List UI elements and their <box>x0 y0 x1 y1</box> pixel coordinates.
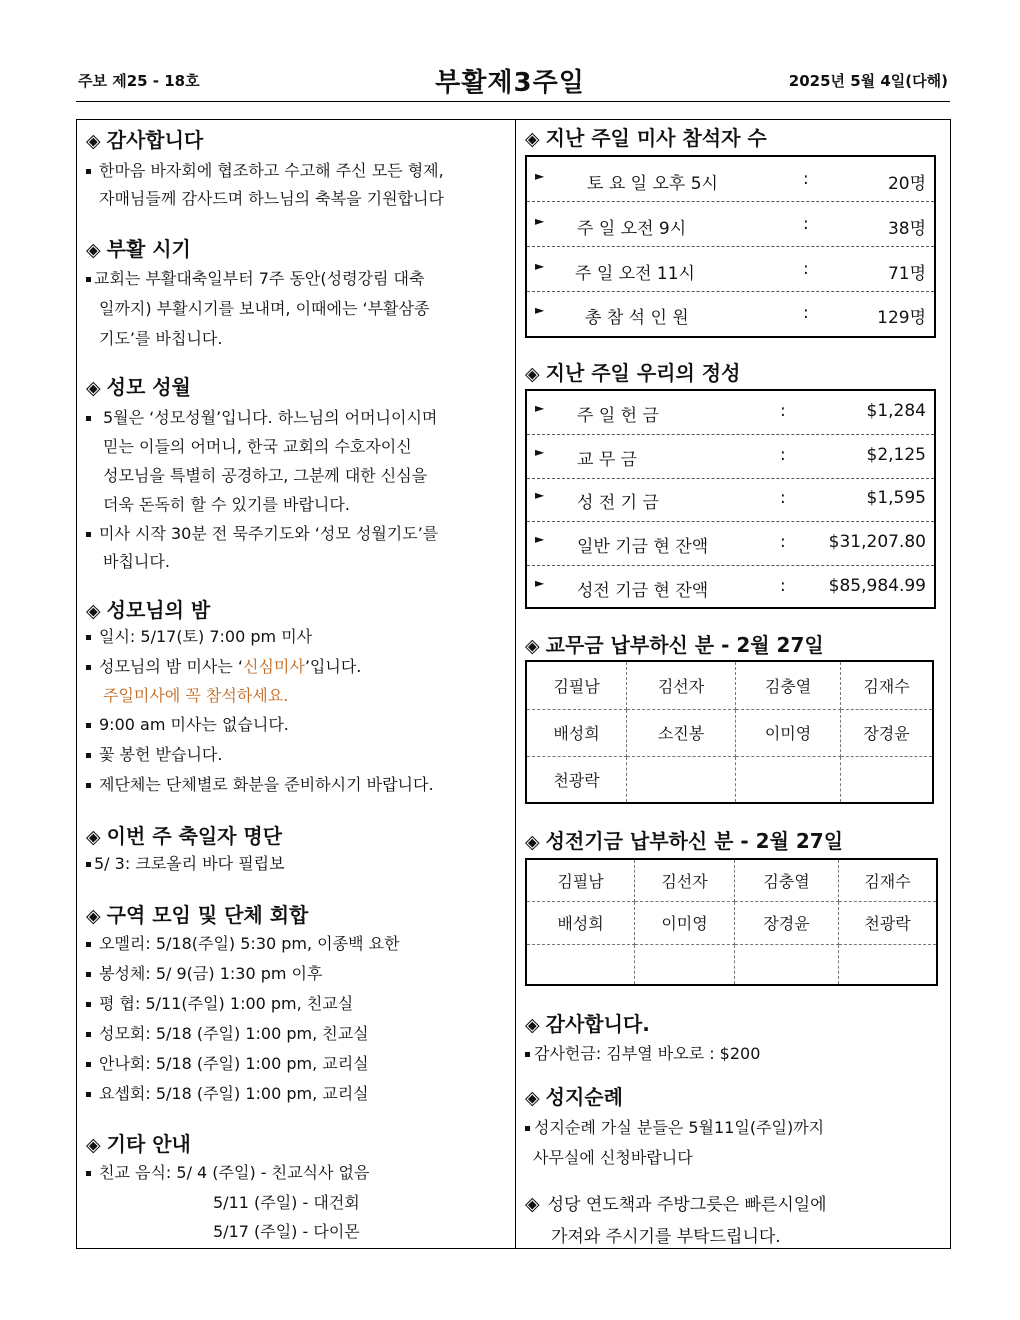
table-cell <box>627 756 736 803</box>
list-item-cont: 일까지) 부활시기를 보내며, 이때에는 ‘부활삼종 <box>99 299 430 318</box>
list-item: 미사 시작 30분 전 묵주기도와 ‘성모 성월기도’를 <box>86 521 438 544</box>
list-item: 교회는 부활대축일부터 7주 동안(성령강림 대축 <box>86 266 424 289</box>
list-item: 한마음 바자회에 협조하고 수고해 주신 모든 형제, <box>86 158 444 181</box>
section-title-pilgrimage: ◈ 성지순례 <box>525 1085 623 1109</box>
bullet-icon <box>86 416 91 421</box>
diamond-icon: ◈ <box>86 130 101 152</box>
diamond-icon: ◈ <box>86 377 101 399</box>
notice-line-cont: 가져와 주시기를 부탁드립니다. <box>551 1227 781 1247</box>
attendance-box: ► 토 요 일 오후 5시 : 20명 ► 주 일 오전 9시 : 38명 ► 주 일 오전 11시 : 71명 ► 총 참 석 인 원 : 129명 <box>525 155 936 338</box>
bullet-icon <box>86 862 91 867</box>
table-cell: 이미영 <box>736 709 841 756</box>
list-item: 제단체는 단체별로 화분을 준비하시기 바랍니다. <box>86 772 434 795</box>
list-item: 안나회: 5/18 (주일) 1:00 pm, 교리실 <box>86 1051 369 1074</box>
bullet-icon <box>86 753 91 758</box>
bullet-icon <box>86 532 91 537</box>
bullet-icon <box>525 1052 530 1057</box>
arrow-icon: ► <box>535 401 545 415</box>
table-cell <box>839 944 938 985</box>
arrow-icon: ► <box>535 169 545 183</box>
section-title-meetings: ◈ 구역 모임 및 단체 회합 <box>86 903 309 927</box>
list-item: 평 협: 5/11(주일) 1:00 pm, 친교실 <box>86 991 353 1014</box>
section-title-offering: ◈ 지난 주일 우리의 정성 <box>525 361 741 385</box>
bullet-icon <box>86 169 91 174</box>
section-title-easter: ◈ 부활 시기 <box>86 237 191 261</box>
diamond-icon: ◈ <box>86 1134 101 1156</box>
table-cell: 천광락 <box>526 756 627 803</box>
table-cell: 소진봉 <box>627 709 736 756</box>
bullet-icon <box>525 1126 530 1131</box>
table-cell: 김충열 <box>735 859 839 901</box>
diamond-icon: ◈ <box>525 831 540 853</box>
list-item: 성모님의 밤 미사는 ‘신심미사’입니다. <box>86 654 361 677</box>
table-cell <box>736 756 841 803</box>
dues-table <box>525 660 934 804</box>
list-item-cont: 믿는 이들의 어머니, 한국 교회의 수호자이신 <box>103 437 412 456</box>
table-cell <box>735 944 839 985</box>
table-cell: 김필남 <box>526 859 635 901</box>
list-item: 오멜리: 5/18(주일) 5:30 pm, 이종백 요한 <box>86 931 400 954</box>
table-cell: 김필남 <box>526 661 627 709</box>
arrow-icon: ► <box>535 445 545 459</box>
list-item: 일시: 5/17(토) 7:00 pm 미사 <box>86 624 312 647</box>
list-item-cont: 성모님을 특별히 공경하고, 그분께 대한 신심을 <box>103 466 428 485</box>
list-item-cont: 자매님들께 감사드며 하느님의 축복을 기원합니다 <box>99 189 444 208</box>
section-title-etc: ◈ 기타 안내 <box>86 1132 191 1156</box>
bullet-icon <box>86 942 91 947</box>
list-item-cont: 사무실에 신청바랍니다 <box>533 1148 693 1167</box>
section-title-thanks2: ◈ 감사합니다. <box>525 1012 650 1036</box>
diamond-icon: ◈ <box>525 363 540 385</box>
list-item: 꽃 봉헌 받습니다. <box>86 742 222 765</box>
issue-number: 주보 제25 - 18호 <box>78 72 200 90</box>
section-title-attendance: ◈ 지난 주일 미사 참석자 수 <box>525 126 767 150</box>
diamond-icon: ◈ <box>86 826 101 848</box>
diamond-icon: ◈ <box>525 128 540 150</box>
arrow-icon: ► <box>535 259 545 273</box>
bullet-icon <box>86 277 91 282</box>
table-cell: 장경윤 <box>735 901 839 944</box>
notice-line: ◈ 성당 연도책과 주방그릇은 빠른시일에 <box>525 1193 827 1215</box>
section-title-mary-night: ◈ 성모님의 밤 <box>86 598 211 622</box>
table-cell <box>841 756 934 803</box>
bullet-icon <box>86 665 91 670</box>
table-cell <box>635 944 735 985</box>
page-title: 부활제3주일 <box>435 68 585 98</box>
arrow-icon: ► <box>535 488 545 502</box>
arrow-icon: ► <box>535 532 545 546</box>
list-item: 봉성체: 5/ 9(금) 1:30 pm 이후 <box>86 961 322 984</box>
diamond-icon: ◈ <box>86 600 101 622</box>
diamond-icon: ◈ <box>525 1014 540 1036</box>
bullet-icon <box>86 1171 91 1176</box>
section-title-thanks: ◈ 감사합니다 <box>86 128 204 152</box>
bullet-icon <box>86 972 91 977</box>
section-title-dues: ◈ 교무금 납부하신 분 - 2월 27일 <box>525 633 824 657</box>
table-cell: 김선자 <box>627 661 736 709</box>
section-title-feast: ◈ 이번 주 축일자 명단 <box>86 824 283 848</box>
list-item: 성모회: 5/18 (주일) 1:00 pm, 친교실 <box>86 1021 369 1044</box>
table-cell: 장경윤 <box>841 709 934 756</box>
table-cell: 천광락 <box>839 901 938 944</box>
arrow-icon: ► <box>535 214 545 228</box>
bullet-icon <box>86 1032 91 1037</box>
diamond-icon: ◈ <box>86 239 101 261</box>
list-item: 5월은 ‘성모성월’입니다. 하느님의 어머니이시며 <box>86 405 437 428</box>
column-divider <box>515 119 516 1249</box>
list-item-cont: 기도’를 바칩니다. <box>99 329 223 348</box>
list-item: 성지순례 가실 분들은 5월11일(주일)까지 <box>525 1115 824 1138</box>
list-item-cont: 주일미사에 꼭 참석하세요. <box>103 686 289 705</box>
bullet-icon <box>86 723 91 728</box>
bullet-icon <box>86 1002 91 1007</box>
diamond-icon: ◈ <box>525 635 540 657</box>
list-item-cont: 바칩니다. <box>103 552 170 571</box>
issue-date: 2025년 5월 4일(다해) <box>788 72 948 90</box>
table-cell: 이미영 <box>635 901 735 944</box>
arrow-icon: ► <box>535 303 545 317</box>
table-cell: 배성희 <box>526 901 635 944</box>
bullet-icon <box>86 783 91 788</box>
diamond-icon: ◈ <box>525 1193 540 1215</box>
diamond-icon: ◈ <box>525 1087 540 1109</box>
table-cell: 배성희 <box>526 709 627 756</box>
bullet-icon <box>86 1092 91 1097</box>
list-item: 9:00 am 미사는 없습니다. <box>86 712 289 735</box>
list-item: 친교 음식: 5/ 4 (주일) - 친교식사 없음 <box>86 1160 369 1183</box>
table-cell: 김선자 <box>635 859 735 901</box>
diamond-icon: ◈ <box>86 905 101 927</box>
bullet-icon <box>86 635 91 640</box>
bullet-icon <box>86 1062 91 1067</box>
list-item: 감사헌금: 김부열 바오로 : $200 <box>525 1041 760 1064</box>
list-item: 요셉회: 5/18 (주일) 1:00 pm, 교리실 <box>86 1081 369 1104</box>
header-rule <box>76 101 950 102</box>
section-title-mary-month: ◈ 성모 성월 <box>86 375 191 399</box>
arrow-icon: ► <box>535 576 545 590</box>
table-cell: 김충열 <box>736 661 841 709</box>
table-cell <box>526 944 635 985</box>
list-item-cont: 더욱 돈독히 할 수 있기를 바랍니다. <box>103 495 350 514</box>
table-cell: 김재수 <box>839 859 938 901</box>
table-cell: 김재수 <box>841 661 934 709</box>
list-item-cont: 5/17 (주일) - 다이몬 <box>213 1222 360 1241</box>
list-item-cont: 5/11 (주일) - 대건회 <box>213 1193 360 1212</box>
section-title-building: ◈ 성전기금 납부하신 분 - 2월 27일 <box>525 829 844 853</box>
list-item: 5/ 3: 크로올리 바다 필립보 <box>86 851 285 874</box>
building-table <box>525 858 938 986</box>
offering-box: ► 주 일 헌 금 : $1,284 ► 교 무 금 : $2,125 ► 성 전 기 금 : $1,595 ► 일반 기금 현 잔액 : $31,207.80 ► 성전 기금 현 잔액 : $85,984.99 <box>525 389 936 609</box>
